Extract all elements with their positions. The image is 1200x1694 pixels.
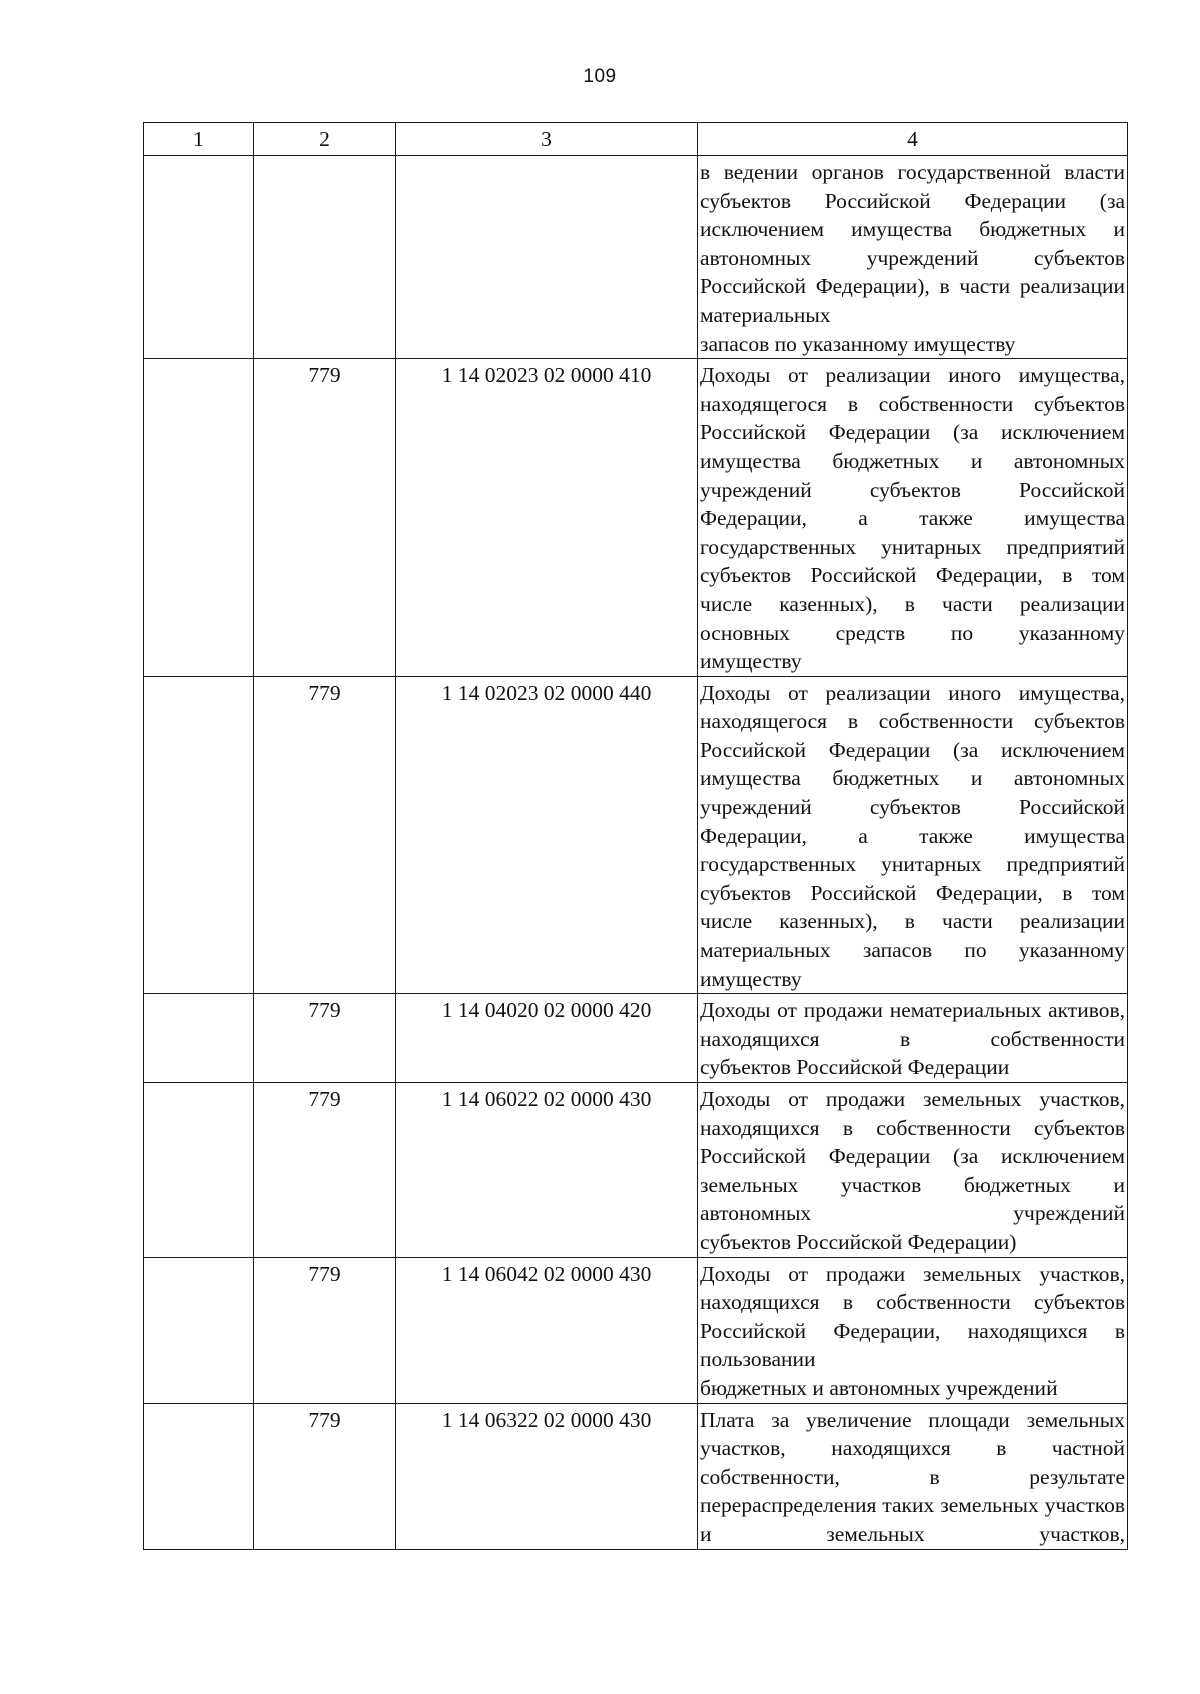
header-col-4: 4	[698, 123, 1128, 156]
cell-col-1	[144, 994, 254, 1083]
table-row	[144, 156, 1128, 359]
cell-description	[698, 994, 1128, 1083]
description-text: Доходы от продажи земельных участков, находящихся в собственности субъектов Российской Федерации, находящихся в пользовании	[700, 1261, 1125, 1372]
cell-col-1	[144, 1403, 254, 1549]
table-row	[144, 1257, 1128, 1403]
cell-col-1	[144, 676, 254, 994]
cell-revenue-code: 1 14 04020 02 0000 420	[396, 994, 698, 1083]
cell-admin-code: 779	[254, 1257, 396, 1403]
description-text: Доходы от реализации иного имущества, находящегося в собственности субъектов Российской Федерации (за исключением имущества бюджетных и автономных учреждений субъектов Российской Федерации, а также имущества государственных унитарных предприятий субъектов Российской Федерации, в том числе казенных), в части реализации основных средств по указанному	[700, 363, 1125, 645]
description-last-line: имуществу	[700, 966, 802, 991]
cell-revenue-code	[396, 156, 698, 359]
cell-description	[698, 1083, 1128, 1258]
cell-admin-code: 779	[254, 1403, 396, 1549]
cell-col-1	[144, 1083, 254, 1258]
description-last-line: имуществу	[700, 649, 802, 674]
cell-admin-code	[254, 156, 396, 359]
cell-description	[698, 156, 1128, 359]
cell-admin-code: 779	[254, 994, 396, 1083]
description-last-line: бюджетных и автономных учреждений	[700, 1375, 1058, 1400]
revenue-codes-table	[143, 122, 1128, 1550]
cell-revenue-code: 1 14 06042 02 0000 430	[396, 1257, 698, 1403]
page-number: 109	[583, 66, 617, 87]
cell-col-1	[144, 359, 254, 677]
table-row	[144, 994, 1128, 1083]
description-last-line: субъектов Российской Федерации)	[700, 1229, 1017, 1254]
description-text: Доходы от продажи нематериальных активов, находящихся в собственности	[700, 998, 1125, 1051]
description-last-line: запасов по указанному имуществу	[700, 331, 1016, 356]
table-row	[144, 1083, 1128, 1258]
cell-description	[698, 359, 1128, 677]
description-text: Доходы от реализации иного имущества, находящегося в собственности субъектов Российской Федерации (за исключением имущества бюджетных и автономных учреждений субъектов Российской Федерации, а также имущества государственных унитарных предприятий субъектов Российской Федерации, в том числе казенных), в части реализации материальных запасов по указанному	[700, 680, 1125, 963]
description-text: Плата за увеличение площади земельных участков, находящихся в частной собственности, в результате перераспределения таких земельных участков и земельных участков,	[700, 1407, 1125, 1546]
header-col-3: 3	[396, 123, 698, 156]
cell-revenue-code: 1 14 06022 02 0000 430	[396, 1083, 698, 1258]
cell-admin-code: 779	[254, 359, 396, 677]
table-row	[144, 1403, 1128, 1549]
table-header-row	[144, 123, 1128, 156]
cell-description	[698, 1257, 1128, 1403]
table-row	[144, 676, 1128, 994]
table-row	[144, 359, 1128, 677]
cell-revenue-code: 1 14 02023 02 0000 410	[396, 359, 698, 677]
cell-col-1	[144, 156, 254, 359]
cell-description	[698, 1403, 1128, 1549]
header-col-2: 2	[254, 123, 396, 156]
cell-admin-code: 779	[254, 1083, 396, 1258]
description-last-line: субъектов Российской Федерации	[700, 1055, 1010, 1080]
cell-col-1	[144, 1257, 254, 1403]
description-text: Доходы от продажи земельных участков, находящихся в собственности субъектов Российской Федерации (за исключением земельных участков бюджетных и автономных учреждений	[700, 1087, 1125, 1226]
cell-description	[698, 676, 1128, 994]
header-col-1: 1	[144, 123, 254, 156]
cell-revenue-code: 1 14 06322 02 0000 430	[396, 1403, 698, 1549]
cell-admin-code: 779	[254, 676, 396, 994]
description-text: в ведении органов государственной власти субъектов Российской Федерации (за исключением имущества бюджетных и автономных учреждений субъектов Российской Федерации), в части реализации материальных	[700, 160, 1125, 327]
cell-revenue-code: 1 14 02023 02 0000 440	[396, 676, 698, 994]
